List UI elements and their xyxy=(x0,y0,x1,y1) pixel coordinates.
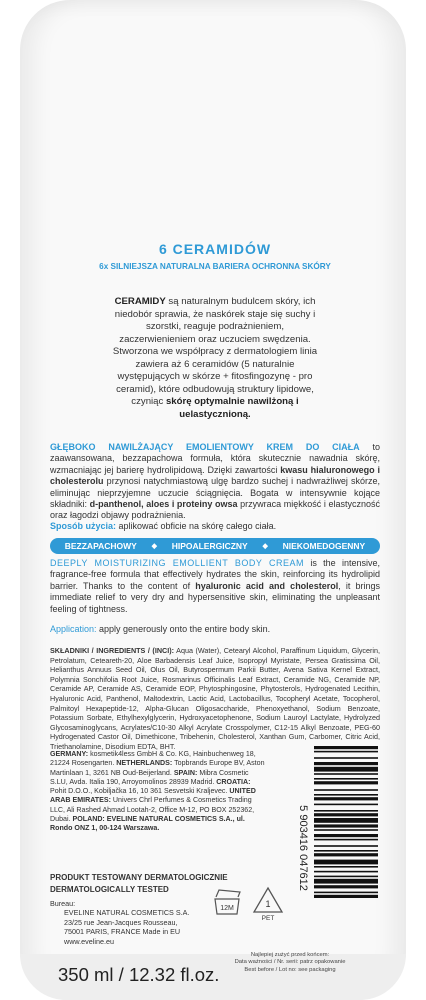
usage-en-text: apply generously onto the entire body skin. xyxy=(96,624,271,634)
usage-en xyxy=(50,624,380,635)
description-pl xyxy=(50,442,380,522)
barcode-bar xyxy=(314,773,378,775)
barcode-bar xyxy=(314,751,378,753)
barcode-bars xyxy=(314,746,378,898)
best-before-pl: Najlepiej zużyć przed końcem: xyxy=(250,952,330,958)
barcode-bar xyxy=(314,876,378,878)
barcode-bar xyxy=(314,757,378,759)
barcode-bar xyxy=(314,762,378,765)
best-before-en: Best before / Lot no: see packaging xyxy=(244,966,336,973)
bottle xyxy=(20,0,406,1000)
barcode-bar xyxy=(314,871,378,873)
barcode-bar xyxy=(314,834,378,837)
description-pl-text-2: przynosi natychmiastową ulgę bardzo suchej i nadwrażliwej skórze, eliminując nieprzyjemne uczucie ściągnięcia. Bogata w intensywnie kojące składniki: xyxy=(50,476,380,510)
barcode-bar xyxy=(314,778,378,780)
description-pl-strong-1: kwasu hialuronowego i cholesterolu xyxy=(50,464,381,487)
barcode-bar xyxy=(314,824,378,827)
distributor-germany: kosmetik4less GmbH & Co. KG, Hainbuchenweg 18, 21224 Rosengarten. xyxy=(50,750,256,768)
intro-strong-result: skórę optymalnie nawilżoną i uelastycznioną. xyxy=(165,396,299,420)
barcode-bar xyxy=(314,804,378,806)
product-label xyxy=(50,0,380,1000)
bureau-website: www.eveline.eu xyxy=(64,936,114,946)
recycle-pet-icon xyxy=(250,885,286,921)
subheading: 6x SILNIEJSZA NATURALNA BARIERA OCHRONNA SKÓRY xyxy=(99,262,331,271)
distributor-uae-label: UNITED ARAB EMIRATES: xyxy=(50,787,256,805)
manufacturer-poland-label: POLAND: EVELINE NATURAL COSMETICS S.A. xyxy=(72,815,233,824)
barcode-bar xyxy=(314,781,378,784)
barcode-bar xyxy=(314,839,378,841)
barcode-bar xyxy=(314,860,378,865)
barcode-bar xyxy=(314,746,378,749)
barcode-bar xyxy=(314,818,378,823)
usage-pl-text: aplikować obficie na skórę całego ciała. xyxy=(116,521,277,531)
barcode-bar xyxy=(314,767,378,772)
open-jar-icon xyxy=(210,887,244,917)
recycle-number: 1 xyxy=(265,899,271,909)
description-pl-strong-2: d-panthenol, aloes i proteiny owsa xyxy=(89,499,238,510)
description-en-text-2: , it brings immediate relief to very dry and hypersensitive skin, eliminating the unpleasant feeling of tightness. xyxy=(50,580,380,614)
feature-badges xyxy=(50,538,380,554)
recycle-label: PET xyxy=(261,915,275,921)
manufacturer-poland: , ul. Rondo ONZ 1, 00-124 Warszawa. xyxy=(50,815,245,833)
barcode-bar xyxy=(314,810,378,812)
usage-pl xyxy=(50,521,380,532)
usage-pl-title: Sposób użycia: xyxy=(50,521,117,531)
bureau-label: Bureau: xyxy=(50,899,76,908)
tested-pl: PRODUKT TESTOWANY DERMATOLOGICZNIE xyxy=(50,873,228,882)
ingredients-list xyxy=(50,646,380,752)
description-pl-title: GŁĘBOKO NAWILŻAJĄCY EMOLIENTOWY KREM DO CIAŁA xyxy=(50,442,360,452)
ingredients-text: Aqua (Water), Cetearyl Alcohol, Paraffinum Liquidum, Glycerin, Petrolatum, Ceteareth-20, Aloe Barbadensis Leaf Juice, Isopropyl Myristate, Persea Gratissima Oil, Helianthus Annuus Seed Oil, Olus Oil, Butyrospermum Parkii Butter, Avena Sativa Kernel Extract, Polymnia Sonchifolia Root Juice, Rosmarinus Officinalis Leaf Extract, Ceramide NG, Ceramide NP, Ceramide AP, Ceramide AS, Ceramide EOP, Phytosphingosine, Phytosterols, Hydrogenated Lecithin, Hyaluronic Acid, Panthenol, Maltodextrin, Lactic Acid, Lactobacillus, Tocopheryl Acetate, Tocopherol, Palmitoyl Hexapeptide-12, Alpha-Glucan Oligosaccharide, Phenoxyethanol, Sodium Benzoate, Potassium Sorbate, Ethylhexylglycerin, Hydroxyacetophenone, Sodium Lauroyl Lactylate, Hydrolyzed Glycosaminoglycans, Acrylates/C10-30 Alkyl Acrylate Crosspolymer, C12-15 Alkyl Benzoate, PEG-60 Hydrogenated Castor Oil, Dimethicone, Tribehenin, Cholesterol, Xanthan Gum, Carbomer, Citric Acid, Triethanolamine, Disodium EDTA, BHT. xyxy=(50,646,380,751)
barcode-bar xyxy=(314,853,378,856)
net-volume: 350 ml / 12.32 fl.oz. xyxy=(58,964,220,985)
intro-paragraph xyxy=(108,296,322,421)
description-en-strong: hyaluronic acid and cholesterol xyxy=(195,580,339,591)
barcode-bar xyxy=(314,829,378,831)
description-en xyxy=(50,558,380,615)
barcode-bar xyxy=(314,850,378,852)
distributor-uae: Univers Chrl Perfumes & Cosmetics Trading LLC, Ali Rashed Ahmad Lootah-2, Office M-12, PO BOX 252362, Dubai. xyxy=(50,796,255,824)
best-before-lot-pl: Data ważności / Nr. serii: patrz opakowanie xyxy=(234,959,346,966)
jar-lid-shape xyxy=(216,890,240,897)
badge-hypoallergenic: HIPOALERGICZNY xyxy=(171,541,248,551)
diamond-separator-icon: ◆ xyxy=(262,543,268,550)
distributor-croatia: Pohit D.O.O., Kobiljačka 16, 10 361 Sesvetski Kraljevec. xyxy=(50,787,230,796)
distributor-germany-label: GERMANY: xyxy=(50,750,89,758)
barcode xyxy=(288,742,380,954)
barcode-bar xyxy=(314,797,378,800)
bureau-city: 75001 PARIS, FRANCE Made in EU xyxy=(64,927,181,937)
barcode-bar xyxy=(314,892,378,894)
badge-non-comedogenic: NIEKOMEDOGENNY xyxy=(282,541,366,551)
barcode-bar xyxy=(314,885,378,888)
barcode-bar xyxy=(314,813,378,816)
distributor-croatia-label: CROATIA: xyxy=(216,777,251,786)
diamond-separator-icon: ◆ xyxy=(151,543,157,550)
heading: 6 CERAMIDÓW xyxy=(158,241,272,257)
distributor-spain-label: SPAIN: xyxy=(173,768,198,777)
distributor-info xyxy=(50,750,266,834)
pao-label: 12M xyxy=(220,905,234,912)
description-en-title: DEEPLY MOISTURIZING EMOLLIENT BODY CREAM xyxy=(50,558,305,568)
barcode-bar xyxy=(314,879,378,884)
description-en-text-1: is the intensive, fragrance-free formula that effectively hydrates the skin, reinforcing its hydrolipid barrier. Thanks to the content of xyxy=(50,558,380,591)
barcode-bar xyxy=(314,866,378,868)
best-before-info xyxy=(220,952,360,974)
barcode-bar xyxy=(314,845,378,847)
bureau-company: EVELINE NATURAL COSMETICS S.A. xyxy=(64,908,190,918)
distributor-spain: Mibra Cosmetic S.LU, Avda. Italia 190, Arroyomolinos 28939 Madrid. xyxy=(50,768,249,786)
barcode-digits: 5 903416 047612 xyxy=(297,805,309,891)
bureau-street: 23/25 rue Jean-Jacques Rousseau, xyxy=(64,917,178,927)
distributor-netherlands: Topbrands Europe BV, Aston Martinlaan 1, 3261 NB Oud-Beijerland. xyxy=(50,759,265,777)
barcode-bar xyxy=(314,895,378,898)
ingredients-title: SKŁADNIKI / INGREDIENTS / (INCI): xyxy=(50,646,174,655)
usage-en-title: Application: xyxy=(50,624,97,634)
badge-fragrance-free: BEZZAPACHOWY xyxy=(64,541,137,551)
barcode-bar xyxy=(314,794,378,796)
distributor-netherlands-label: NETHERLANDS: xyxy=(116,759,173,768)
intro-strong-ceramides: CERAMIDY xyxy=(114,296,166,307)
intro-text: są naturalnym budulcem skóry, ich niedobór sprawia, że naskórek staje się suchy i szorstki, reaguje podrażnieniem, zaczerwienieniem oraz uczuciem swędzenia. Stworzona we współpracy z dermatologiem linia zawiera aż 6 ceramidów (5 naturalnie występujących w skórze + fitosfingozynę - pro ceramid), które odbudowują struktury lipidowe, czyniąc xyxy=(112,296,318,407)
description-pl-text-3: przywraca miękkość i elastyczność oraz łagodzi objawy podrażnienia. xyxy=(50,499,381,521)
barcode-bar xyxy=(314,789,378,791)
tested-en: DERMATOLOGICALLY TESTED xyxy=(50,885,169,894)
description-pl-text-1: to zaawansowana, bezzapachowa formuła, która skutecznie nawadnia skórę, wzmacniając jej barierę hydrolipidową. Dzięki zawartości xyxy=(50,442,380,475)
